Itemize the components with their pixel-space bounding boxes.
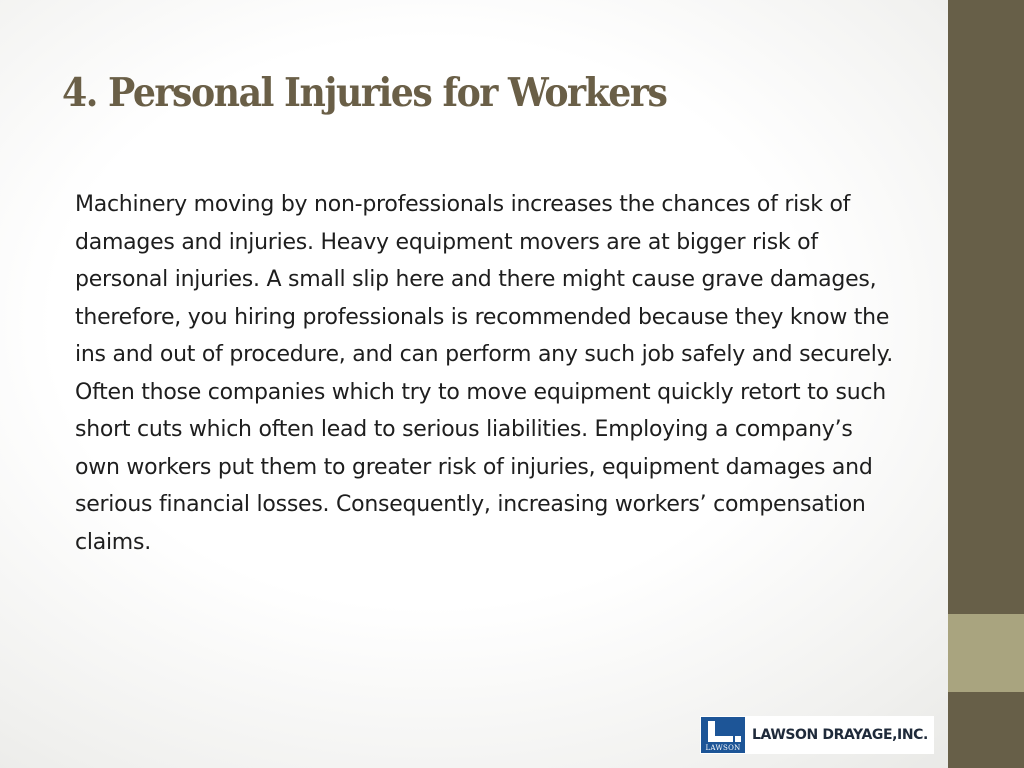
- slide-body-text: Machinery moving by non-professionals increases the chances of risk of damages and injuries. Heavy equipment movers are at bigger risk of personal injuries. A small slip here and there might cause grave damages, therefore, you hiring professionals is recommended because they know the ins and out of procedure, and can perform any such job safely and securely. Often those companies which try to move equipment quickly retort to such short cuts which often lead to serious liabilities. Employing a company’s own workers put them to greater risk of injuries, equipment damages and serious financial losses. Consequently, increasing workers’ compensation claims.: [75, 192, 893, 555]
- sidebar-accent-middle: [948, 614, 1024, 692]
- lawson-l-logo-icon: [701, 717, 745, 753]
- sidebar-accent-top: [948, 0, 1024, 614]
- company-logo: [700, 716, 934, 754]
- logo-mark-text: LAWSON: [705, 744, 741, 752]
- logo-company-name: LAWSON DRAYAGE,INC.: [752, 727, 928, 743]
- sidebar-accent-bottom: [948, 692, 1024, 768]
- slide-title: 4. Personal Injuries for Workers: [62, 70, 667, 116]
